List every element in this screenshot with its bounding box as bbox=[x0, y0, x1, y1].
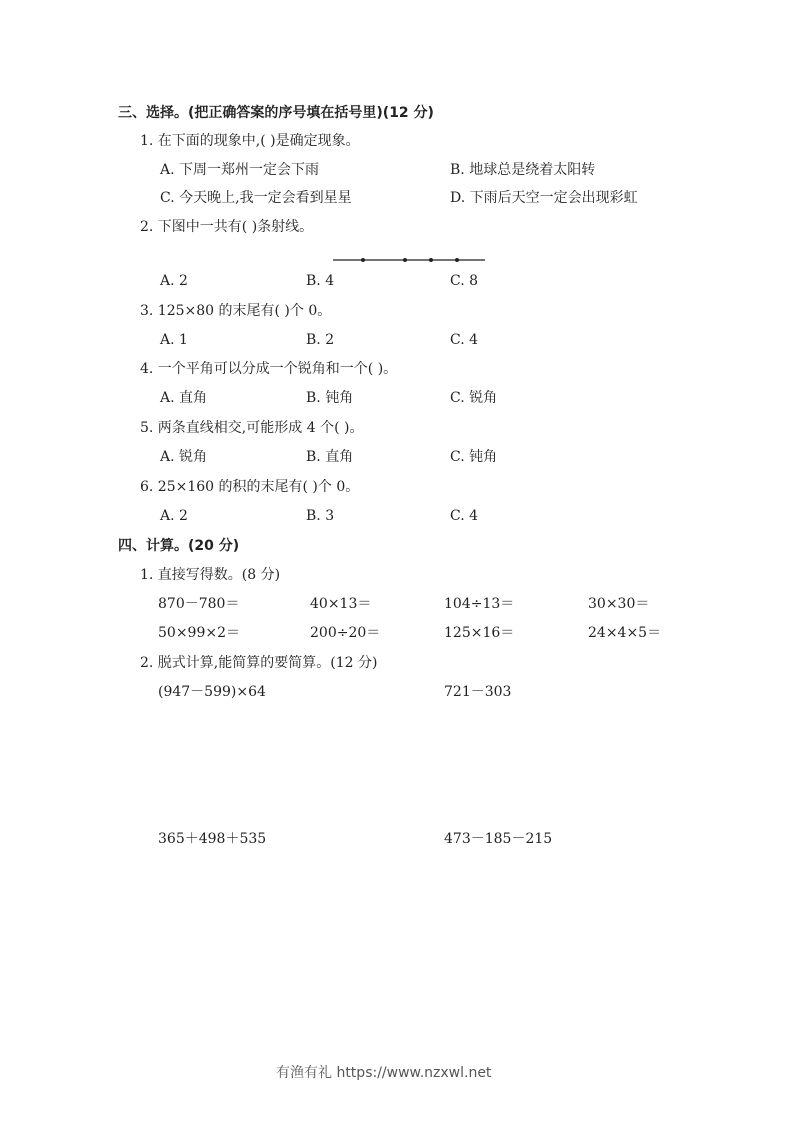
calc-expression-3: 365＋498＋535 bbox=[158, 831, 267, 847]
calc-expression-1: (947－599)×64 bbox=[158, 684, 266, 700]
question-3-option-c: C. 4 bbox=[450, 332, 479, 348]
rays-figure bbox=[333, 252, 485, 268]
question-4-option-c: C. 锐角 bbox=[450, 390, 498, 406]
mental-math-item: 50×99×2＝ bbox=[158, 625, 240, 641]
figure-point-1 bbox=[361, 258, 365, 262]
question-2-stem: 2. 下图中一共有( )条射线。 bbox=[140, 219, 314, 235]
question-1-option-c: C. 今天晚上,我一定会看到星星 bbox=[160, 190, 352, 206]
mental-math-item: 30×30＝ bbox=[588, 596, 650, 612]
question-5-option-a: A. 锐角 bbox=[160, 449, 208, 465]
question-5-option-b: B. 直角 bbox=[306, 449, 354, 465]
mental-math-item: 125×16＝ bbox=[444, 625, 515, 641]
question-1-option-d: D. 下雨后天空一定会出现彩虹 bbox=[450, 190, 638, 206]
question-6-option-c: C. 4 bbox=[450, 508, 479, 524]
question-1-option-b: B. 地球总是绕着太阳转 bbox=[450, 162, 596, 178]
question-6-option-a: A. 2 bbox=[160, 508, 188, 524]
question-4-option-b: B. 钝角 bbox=[306, 390, 354, 406]
question-3-option-b: B. 2 bbox=[306, 332, 335, 348]
footer-watermark: 有渔有礼 https://www.nzxwl.net bbox=[276, 1065, 492, 1081]
question-3-stem: 3. 125×80 的末尾有( )个 0。 bbox=[140, 303, 332, 319]
question-4-option-a: A. 直角 bbox=[160, 390, 208, 406]
section-3-title: 三、选择。(把正确答案的序号填在括号里)(12 分) bbox=[118, 105, 434, 121]
part-1-stem: 1. 直接写得数。(8 分) bbox=[140, 567, 281, 583]
question-2-option-c: C. 8 bbox=[450, 273, 479, 289]
question-5-stem: 5. 两条直线相交,可能形成 4 个( )。 bbox=[140, 420, 364, 436]
question-5-option-c: C. 钝角 bbox=[450, 449, 498, 465]
mental-math-item: 200÷20＝ bbox=[310, 625, 381, 641]
mental-math-item: 40×13＝ bbox=[310, 596, 372, 612]
mental-math-item: 24×4×5＝ bbox=[588, 625, 662, 641]
part-2-stem: 2. 脱式计算,能简算的要简算。(12 分) bbox=[140, 655, 378, 671]
question-6-stem: 6. 25×160 的积的末尾有( )个 0。 bbox=[140, 479, 360, 495]
question-2-option-a: A. 2 bbox=[160, 273, 188, 289]
question-4-stem: 4. 一个平角可以分成一个锐角和一个( )。 bbox=[140, 361, 398, 377]
mental-math-item: 870－780＝ bbox=[158, 596, 240, 612]
section-4-title: 四、计算。(20 分) bbox=[118, 538, 240, 554]
calc-expression-2: 721－303 bbox=[444, 684, 512, 700]
question-2-option-b: B. 4 bbox=[306, 273, 335, 289]
figure-point-2 bbox=[403, 258, 407, 262]
mental-math-item: 104÷13＝ bbox=[444, 596, 515, 612]
figure-point-3 bbox=[429, 258, 433, 262]
question-6-option-b: B. 3 bbox=[306, 508, 335, 524]
question-1-stem: 1. 在下面的现象中,( )是确定现象。 bbox=[140, 133, 360, 149]
figure-point-4 bbox=[455, 258, 459, 262]
question-1-option-a: A. 下周一郑州一定会下雨 bbox=[160, 162, 320, 178]
calc-expression-4: 473－185－215 bbox=[444, 831, 553, 847]
question-3-option-a: A. 1 bbox=[160, 332, 188, 348]
